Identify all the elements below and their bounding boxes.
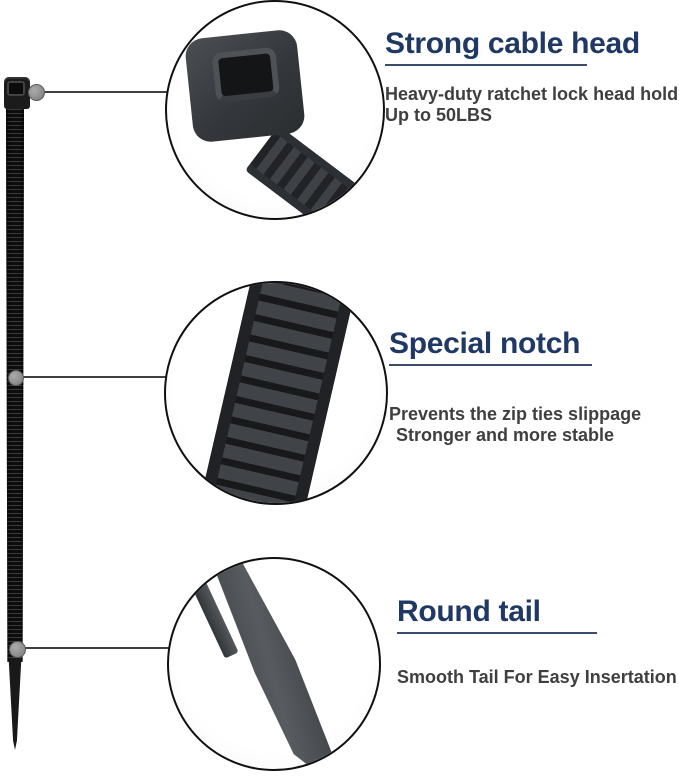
- feature-body-line: Up to 50LBS: [385, 105, 493, 125]
- feature-body-tail: [397, 667, 677, 688]
- callout-circle-tail: [167, 557, 381, 771]
- feature-body-line: Smooth Tail For Easy Insertation: [397, 667, 677, 687]
- feature-body-line: Heavy-duty ratchet lock head hold: [385, 84, 679, 104]
- tie-head-slot: [7, 81, 25, 96]
- feature-title-head: Strong cable head: [385, 27, 640, 60]
- head-closeup-cube: [184, 28, 306, 143]
- head-closeup-hole: [211, 47, 280, 103]
- callout-line-1: [42, 91, 167, 93]
- feature-title-notch: Special notch: [389, 327, 581, 360]
- callout-line-3: [23, 647, 169, 649]
- feature-block-tail: [397, 594, 677, 688]
- notch-closeup-strap: [193, 281, 360, 505]
- tie-head: [4, 77, 30, 109]
- feature-body-notch: [389, 404, 641, 446]
- callout-line-2: [21, 376, 166, 378]
- callout-dot-2: [8, 370, 24, 386]
- callout-circle-notch: [164, 281, 388, 505]
- feature-block-notch: [389, 326, 641, 446]
- callout-circle-head: [165, 0, 385, 220]
- feature-title-underline: [385, 64, 587, 66]
- tail-closeup-main-strap: [200, 557, 347, 771]
- feature-body-line: Prevents the zip ties slippage: [389, 404, 642, 424]
- tie-tail: [7, 658, 23, 750]
- feature-title-tail: Round tail: [397, 595, 541, 628]
- feature-body-head: [385, 84, 678, 126]
- callout-dot-3: [9, 641, 26, 658]
- feature-title-underline: [389, 364, 592, 366]
- callout-dot-1: [28, 84, 45, 101]
- feature-body-line: Stronger and more stable: [396, 425, 615, 445]
- feature-title-underline: [397, 632, 597, 634]
- feature-block-head: [385, 26, 678, 126]
- head-closeup-strap: [245, 126, 385, 220]
